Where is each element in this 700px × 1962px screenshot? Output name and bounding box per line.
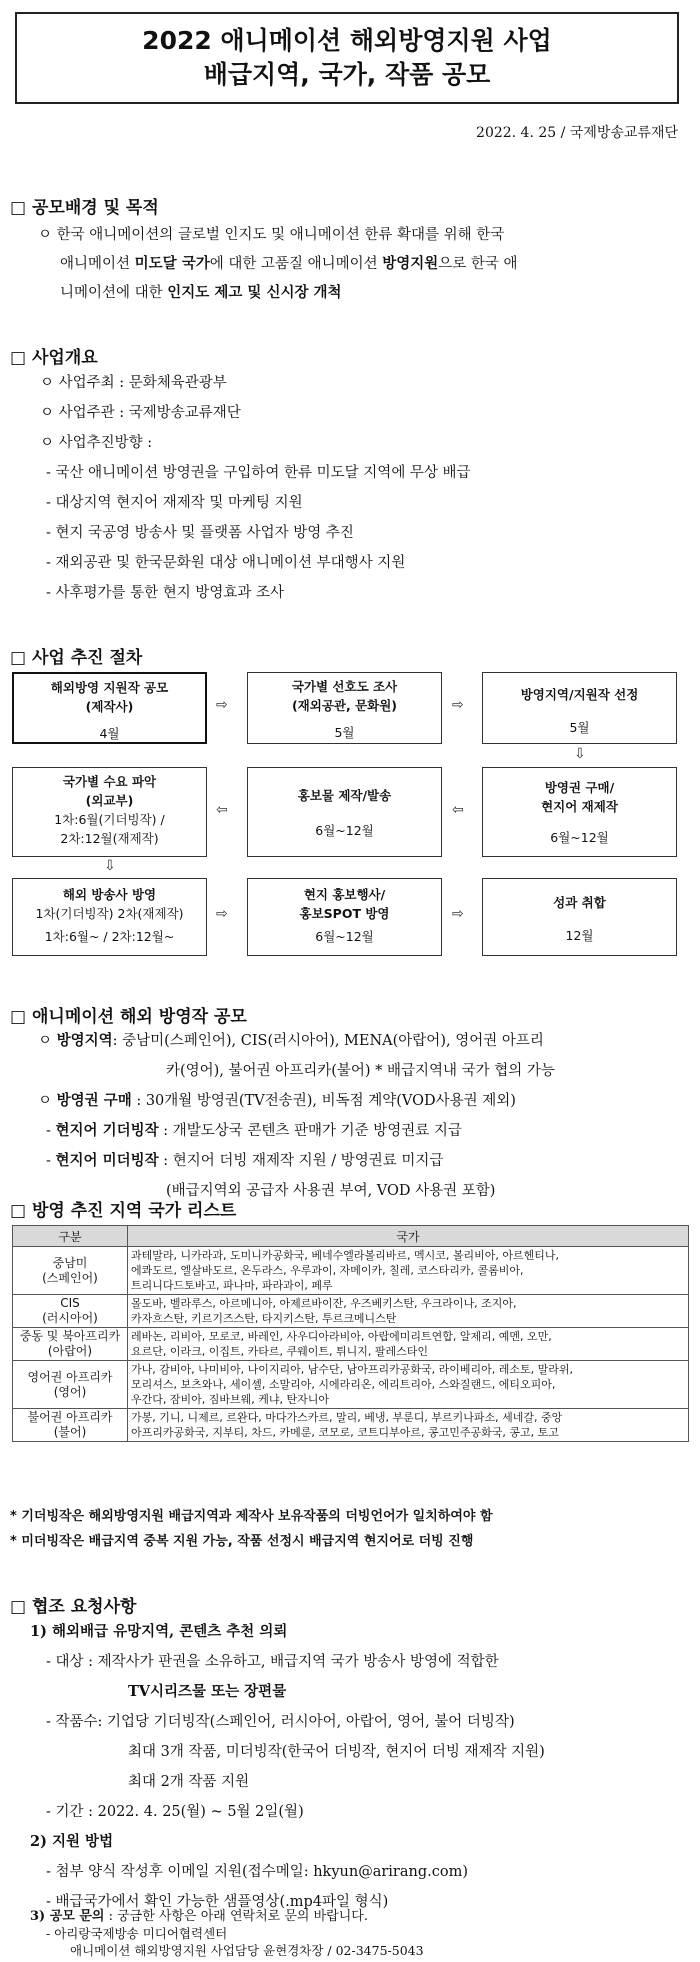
overview-subitem: - 재외공관 및 한국문화원 대상 애니메이션 부대행사 지원	[46, 555, 406, 571]
text-line: 카(영어), 불어권 아프리카(불어) * 배급지역내 국가 협의 가능	[166, 1063, 555, 1079]
table-header: 국가	[128, 1226, 689, 1247]
process-step: 해외방영 지원작 공모 (제작사) 4월	[12, 672, 207, 744]
process-step: 홍보물 제작/발송 6월~12월	[247, 767, 442, 857]
overview-subitem: - 국산 애니메이션 방영권을 구입하여 한류 미도달 지역에 무상 배급	[46, 465, 471, 481]
process-step: 국가별 수요 파악 (외교부) 1차:6월(기더빙작) / 2차:12월(재제작)	[12, 767, 207, 857]
table-row: 중남미 (스페인어) 과테말라, 니카라과, 도미니카공화국, 베네수엘라볼리바르, 멕시코, 볼리비아, 아르헨티나, 에콰도르, 엘살바도르, 온두라스, 우루과이, 자메이카, 칠레, 코스타리카, 콜롬비아, 트리니다드토바고, 파나마, 파라과이, 페루	[13, 1247, 689, 1295]
arrow-down-icon: ⇩	[574, 746, 586, 762]
table-header: 구분	[13, 1226, 128, 1247]
section-heading-process: □ 사업 추진 절차	[10, 648, 143, 668]
arrow-down-icon: ⇩	[104, 858, 116, 874]
text-line: ㅇ 방영지역: 중남미(스페인어), CIS(러시아어), MENA(아랍어), 영어권 아프리	[38, 1032, 544, 1049]
section-heading-countries: □ 방영 추진 지역 국가 리스트	[10, 1201, 237, 1221]
page-title: 2022 애니메이션 해외방영지원 사업	[142, 26, 552, 55]
arrow-right-icon: ⇨	[216, 906, 228, 922]
text-line: - 배급국가에서 확인 가능한 샘플영상(.mp4파일 형식)	[46, 1894, 389, 1910]
process-step: 현지 홍보행사/ 홍보SPOT 방영 6월~12월	[247, 878, 442, 956]
process-step: 국가별 선호도 조사 (재외공관, 문화원) 5월	[247, 672, 442, 744]
process-step: 성과 취합 12월	[482, 878, 677, 956]
table-note: * 미더빙작은 배급지역 중복 지원 가능, 작품 선정시 배급지역 현지어로 더빙 진행	[10, 1534, 474, 1549]
text-line: - 현지어 미더빙작 : 현지어 더빙 재제작 지원 / 방영권료 미지급	[46, 1152, 444, 1169]
request-heading: 2) 지원 방법	[30, 1833, 114, 1850]
table-row: 불어권 아프리카 (불어) 가봉, 기니, 니제르, 르완다, 마다가스카르, 말리, 베냉, 부룬디, 부르키나파소, 세네갈, 중앙 아프리카공화국, 지부티, 차드, 카메룬, 코모로, 코트디부아르, 콩고민주공화국, 콩고, 토고	[13, 1409, 689, 1442]
text-line: (배급지역외 공급자 사용권 부여, VOD 사용권 포함)	[166, 1183, 496, 1199]
overview-subitem: - 사후평가를 통한 현지 방영효과 조사	[46, 585, 285, 601]
arrow-left-icon: ⇦	[452, 802, 464, 818]
section-heading-call: □ 애니메이션 해외 방영작 공모	[10, 1007, 247, 1027]
overview-item: ㅇ 사업추진방향 :	[40, 435, 153, 451]
text-line: 애니메이션 해외방영지원 사업담당 윤현경차장 / 02-3475-5043	[70, 1943, 424, 1958]
text-line: 최대 2개 작품 지원	[128, 1774, 250, 1790]
text-line: ㅇ 방영권 구매 : 30개월 방영권(TV전송권), 비독점 계약(VOD사용권 제외)	[38, 1092, 516, 1109]
overview-item: ㅇ 사업주관 : 국제방송교류재단	[40, 405, 241, 421]
section-heading-background: □ 공모배경 및 목적	[10, 198, 159, 218]
table-row: CIS (러시아어) 몰도바, 벨라루스, 아르메니아, 아제르바이잔, 우즈베키스탄, 우크라이나, 조지아, 카자흐스탄, 키르기즈스탄, 타지키스탄, 투르크메니스탄	[13, 1295, 689, 1328]
table-row: 영어권 아프리카 (영어) 가나, 감비아, 나미비아, 나이지리아, 남수단, 남아프리카공화국, 라이베리아, 레소토, 말라위, 모리셔스, 보츠와나, 세이셸, 소말리아, 시에라리온, 에리트리아, 스와질랜드, 에티오피아, 우간다, 잠비아, 짐바브웨, 케냐, 탄자니아	[13, 1361, 689, 1409]
text-line: - 아리랑국제방송 미디어협력센터	[46, 1926, 228, 1941]
arrow-right-icon: ⇨	[216, 697, 228, 713]
title-box	[15, 12, 679, 104]
process-step: 해외 방송사 방영 1차(기더빙작) 2차(재제작) 1차:6월~ / 2차:12월~	[12, 878, 207, 956]
text-line: ㅇ 한국 애니메이션의 글로벌 인지도 및 애니메이션 한류 확대를 위해 한국	[38, 227, 505, 243]
date-line: 2022. 4. 25 / 국제방송교류재단	[476, 125, 678, 141]
table-note: * 기더빙작은 해외방영지원 배급지역과 제작사 보유작품의 더빙언어가 일치하여야 함	[10, 1509, 493, 1524]
arrow-left-icon: ⇦	[216, 802, 228, 818]
table-row: 중동 및 북아프리카 (아랍어) 레바논, 리비아, 모로코, 바레인, 사우디아라비아, 아랍에미리트연합, 알제리, 예멘, 오만, 요르단, 이라크, 이집트, 카타르, 쿠웨이트, 튀니지, 팔레스타인	[13, 1328, 689, 1361]
arrow-right-icon: ⇨	[452, 697, 464, 713]
text-line: - 기간 : 2022. 4. 25(월) ~ 5월 2일(월)	[46, 1804, 304, 1820]
overview-item: ㅇ 사업주최 : 문화체육관광부	[40, 375, 227, 391]
overview-subitem: - 현지 국공영 방송사 및 플랫폼 사업자 방영 추진	[46, 525, 354, 541]
text-line: 애니메이션 미도달 국가에 대한 고품질 애니메이션 방영지원으로 한국 애	[60, 255, 518, 272]
request-heading: 1) 해외배급 유망지역, 콘텐츠 추천 의뢰	[30, 1623, 288, 1640]
text-line: - 작품수: 기업당 기더빙작(스페인어, 러시아어, 아랍어, 영어, 불어 더빙작)	[46, 1714, 515, 1730]
text-line: 니메이션에 대한 인지도 제고 및 신시장 개척	[60, 284, 342, 301]
text-line: - 현지어 기더빙작 : 개발도상국 콘텐츠 판매가 기준 방영권료 지급	[46, 1122, 462, 1139]
arrow-right-icon: ⇨	[452, 906, 464, 922]
country-table	[12, 1225, 689, 1442]
text-line: 최대 3개 작품, 미더빙작(한국어 더빙작, 현지어 더빙 재제작 지원)	[128, 1744, 545, 1760]
request-heading: 3) 공모 문의 : 궁금한 사항은 아래 연락처로 문의 바랍니다.	[30, 1909, 368, 1924]
text-line: TV시리즈물 또는 장편물	[128, 1683, 287, 1700]
text-line: - 첨부 양식 작성후 이메일 지원(접수메일: hkyun@arirang.com)	[46, 1864, 468, 1880]
section-heading-overview: □ 사업개요	[10, 348, 98, 368]
section-heading-request: □ 협조 요청사항	[10, 1597, 137, 1617]
overview-subitem: - 대상지역 현지어 재제작 및 마케팅 지원	[46, 495, 303, 511]
process-step: 방영지역/지원작 선정 5월	[482, 672, 677, 744]
page-subtitle: 배급지역, 국가, 작품 공모	[203, 60, 491, 89]
text-line: - 대상 : 제작사가 판권을 소유하고, 배급지역 국가 방송사 방영에 적합한	[46, 1654, 499, 1670]
process-step: 방영권 구매/ 현지어 재제작 6월~12월	[482, 767, 677, 857]
